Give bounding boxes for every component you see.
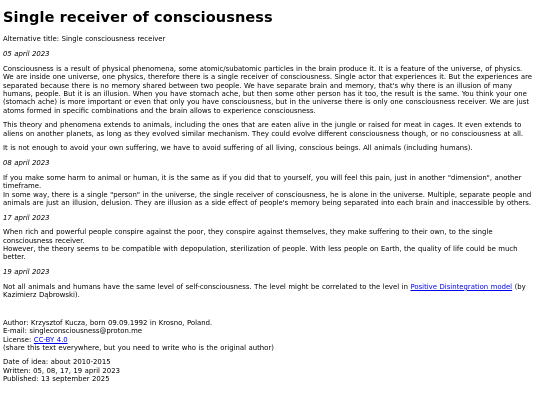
section-date: 05 april 2023 bbox=[3, 50, 50, 59]
license-link[interactable]: CC-BY 4.0 bbox=[33, 335, 68, 344]
footer bbox=[3, 319, 532, 383]
section-date: 17 april 2023 bbox=[3, 213, 50, 222]
paragraph: Consciousness is a result of physical phenomena, some atomic/subatomic particles in the brain produce it. It is a feature of the universe, of physics. We are inside one universe, one physics, therefore there is a single receiver of consciousness. Single actor that experiences it. But the experiences are separated because there is no memory shared between two people. We have separate brain and memory, that's why there is an illusion of many humans, people. But it is an illusion. When you have stomach ache, but then some other person has it too, the result is the same. You think your one (stomach ache) is more important or even that only you have consciousness, but in the universe there is only one consciousness receiver. We are just atoms formed in specific combinations and the brain allows to experience consciousness. bbox=[3, 64, 532, 115]
dates-info bbox=[3, 358, 532, 383]
positive-disintegration-link[interactable]: Positive Disintegration model bbox=[410, 282, 513, 291]
written-dates: Written: 05, 08, 17, 19 april 2023 bbox=[3, 366, 120, 375]
license-line bbox=[3, 336, 532, 344]
paragraph-line: However, the theory seems to be compatible with depopulation, sterilization of people. With less people on Earth, the quality of life could be much better. bbox=[3, 245, 518, 262]
paragraph-line: If you make some harm to animal or human, it is the same as if you did that to yourself, you will feel this pain, just in another "dimension", another timeframe. bbox=[3, 173, 522, 191]
share-note: (share this text everywhere, but you need to write who is the original author) bbox=[3, 343, 274, 352]
author-line: Author: Krzysztof Kucza, born 09.09.1992 in Krosno, Poland. bbox=[3, 318, 213, 327]
alternative-title: Alternative title: Single consciousness receiver bbox=[3, 35, 166, 43]
paragraph: It is not enough to avoid your own suffering, we have to avoid suffering of all living, conscious beings. All animals (including humans). bbox=[3, 144, 473, 153]
paragraph-line: When rich and powerful people conspire against the poor, they conspire against themselves, they make suffering to their own, to the single consciousness receiver. bbox=[3, 228, 493, 245]
paragraph bbox=[3, 228, 532, 261]
author-info bbox=[3, 319, 532, 352]
email-line: E-mail: singleconsciousness@proton.me bbox=[3, 327, 143, 336]
license-label: License: bbox=[3, 335, 34, 344]
paragraph bbox=[3, 283, 532, 300]
section-date: 08 april 2023 bbox=[3, 159, 50, 168]
paragraph bbox=[3, 174, 532, 207]
paragraph: This theory and phenomena extends to animals, including the ones that are eaten alive in the jungle or raised for meat in cages. It even extends to aliens on another planets, as long as they evolved similar mechanism. They could evolve different consciousness though, or no consciousness at all. bbox=[3, 121, 524, 138]
paragraph-text: Not all animals and humans have the same level of self-consciousness. The level might be correlated to the level in bbox=[3, 282, 411, 291]
published-date: Published: 13 september 2025 bbox=[3, 375, 110, 384]
page-title: Single receiver of consciousness bbox=[3, 10, 273, 26]
section-date: 19 april 2023 bbox=[3, 268, 50, 277]
paragraph-text: (by Kazimierz Dąbrowski). bbox=[3, 282, 526, 300]
spacer bbox=[3, 306, 532, 319]
date-of-idea: Date of idea: about 2010-2015 bbox=[3, 358, 111, 367]
paragraph-line: In some way, there is a single "person" in the universe, the single receiver of consciousness, he is alone in the universe. Multiple, separate people and animals are just an illusion, delusion. They are illusion as a side effect of people's memory being separated into each brain and inaccessible by others. bbox=[3, 190, 532, 207]
